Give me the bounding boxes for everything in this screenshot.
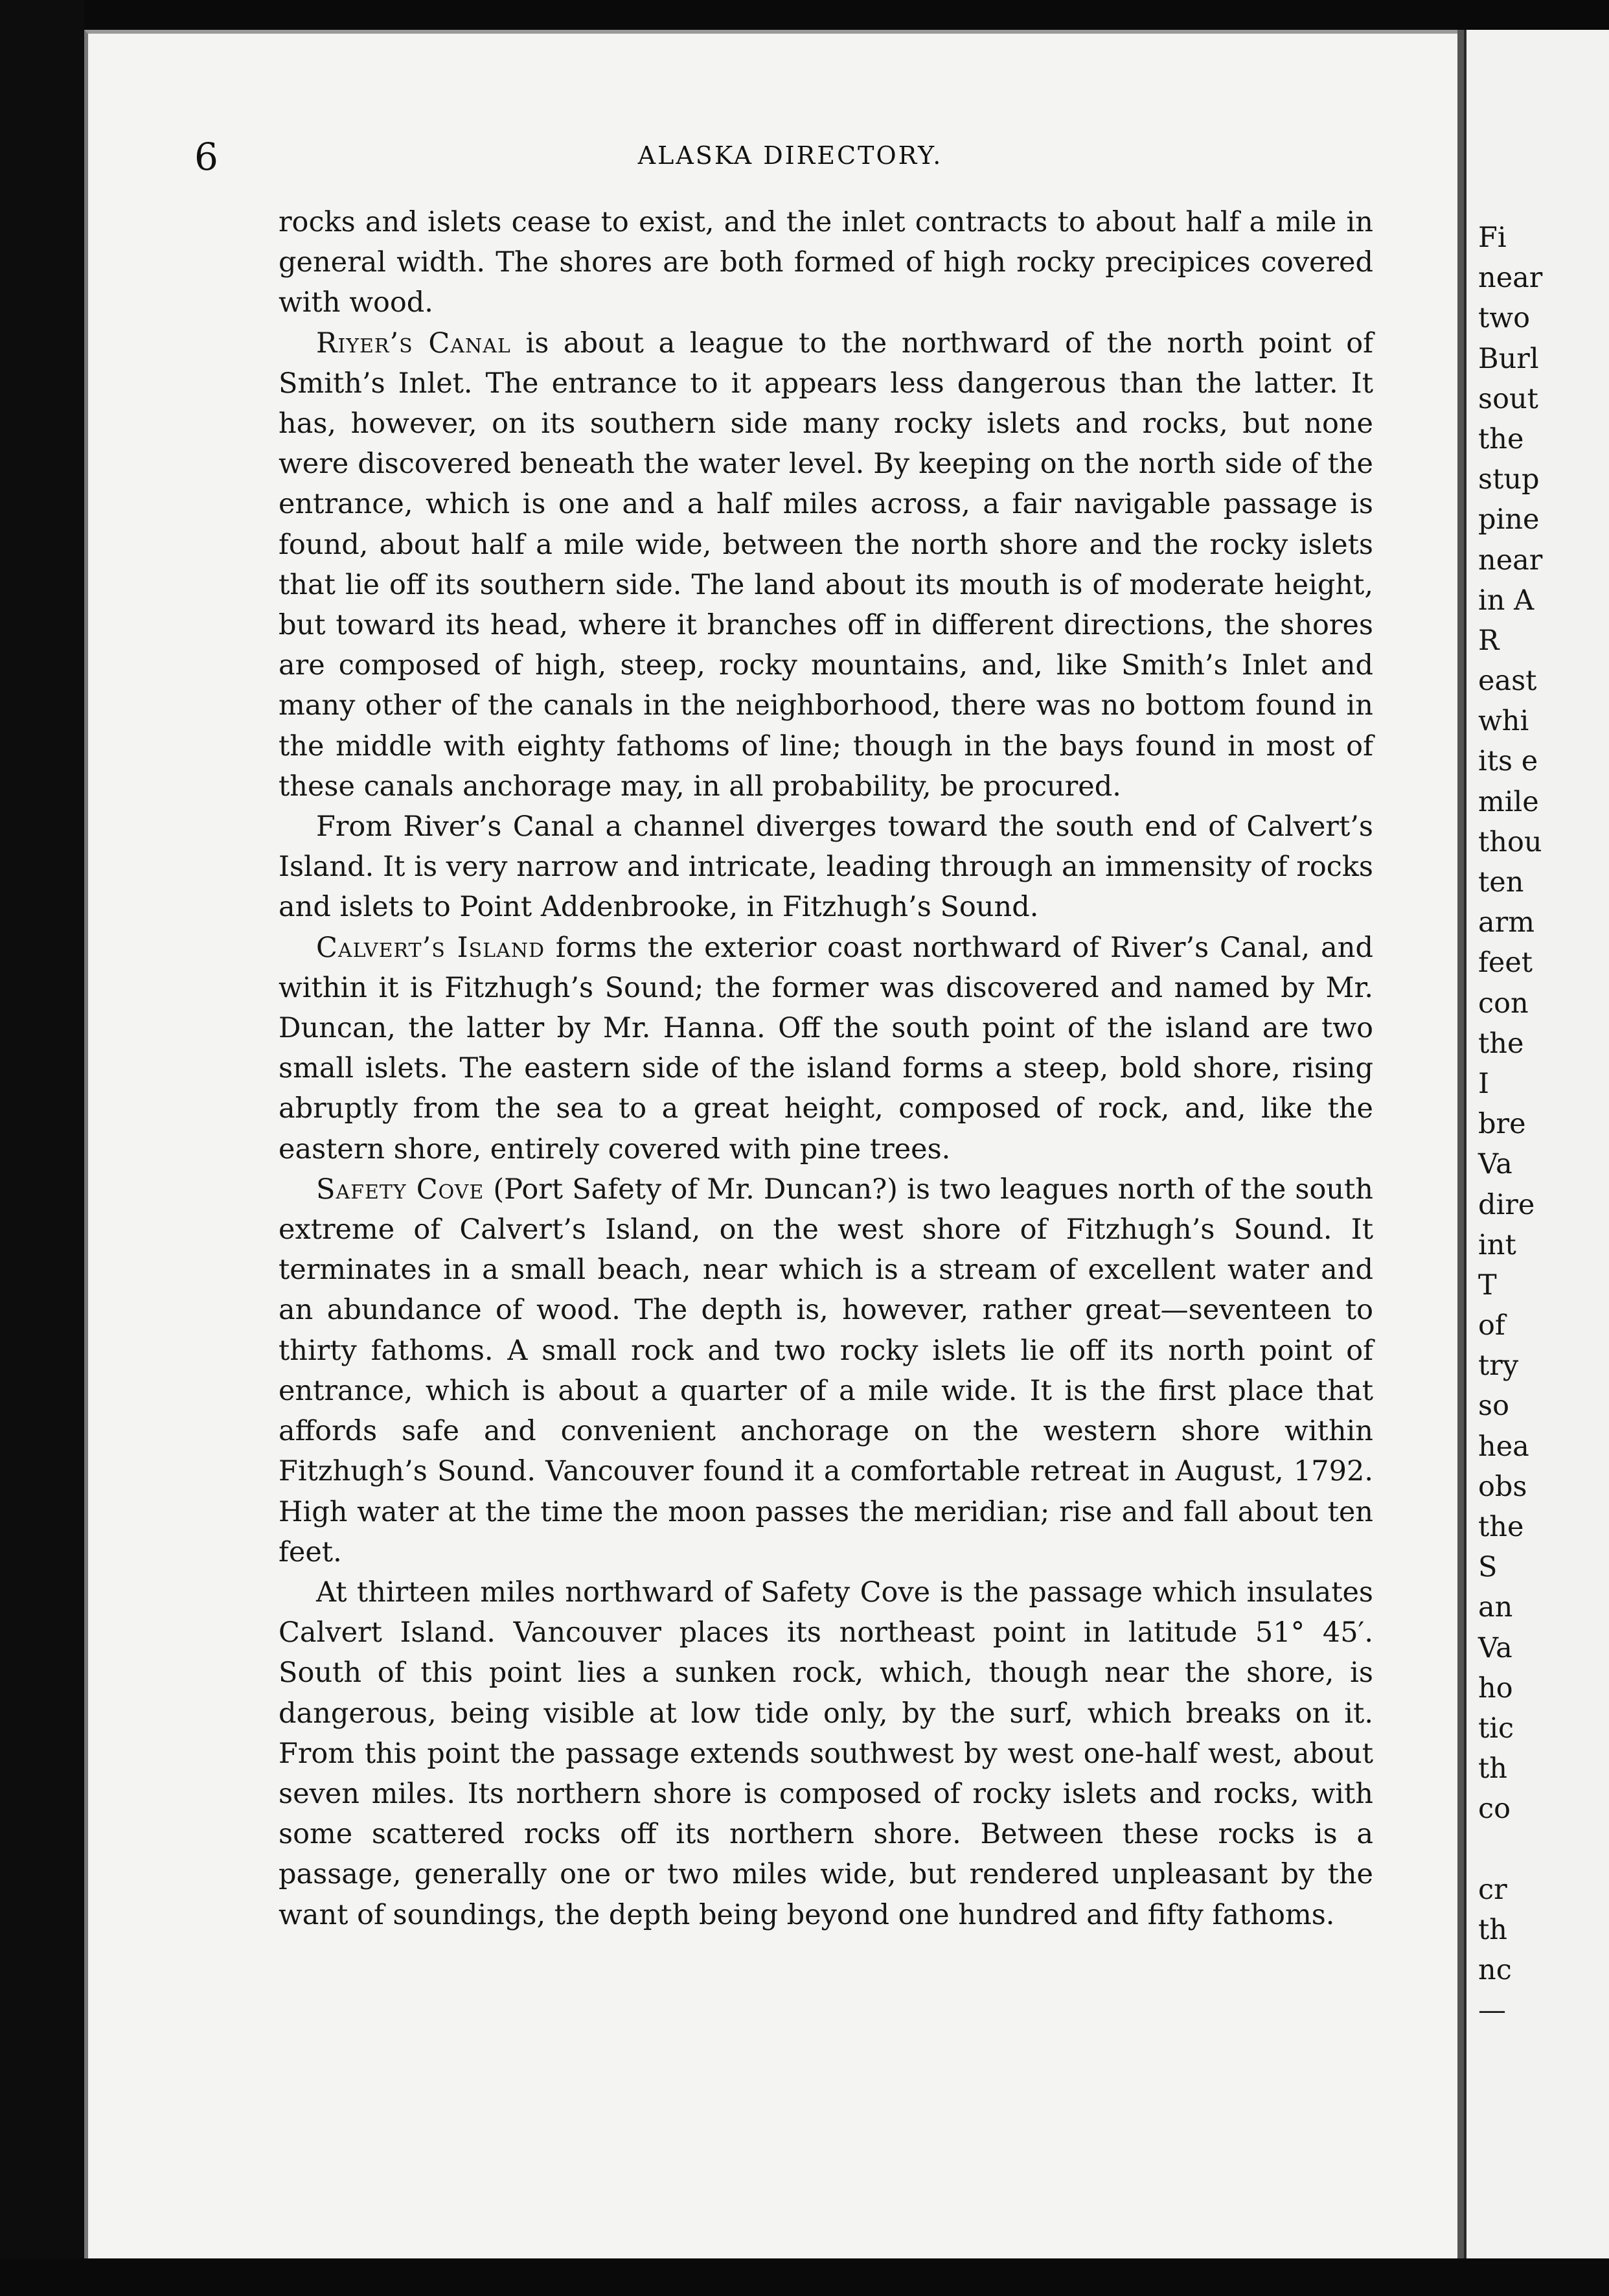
adjacent-line-fragment: arm bbox=[1478, 906, 1535, 939]
adjacent-line-fragment: of bbox=[1478, 1309, 1505, 1342]
adjacent-line-fragment: mile bbox=[1478, 785, 1539, 818]
adjacent-line-fragment: near bbox=[1478, 544, 1543, 577]
scan-border-left bbox=[0, 0, 84, 2296]
adjacent-line-fragment: stup bbox=[1478, 463, 1540, 496]
adjacent-line-fragment bbox=[1478, 1830, 1609, 1870]
adjacent-line-fragment: ten bbox=[1478, 866, 1524, 899]
scan-border-bottom bbox=[0, 2258, 1609, 2296]
page-header bbox=[194, 135, 1386, 187]
adjacent-line-fragment: whi bbox=[1478, 705, 1529, 738]
adjacent-line-fragment: con bbox=[1478, 987, 1529, 1020]
paragraph bbox=[279, 1169, 1373, 1572]
adjacent-line-fragment: Va bbox=[1478, 1631, 1512, 1664]
adjacent-line-fragment: co bbox=[1478, 1793, 1511, 1826]
adjacent-line-fragment: R bbox=[1478, 624, 1500, 657]
adjacent-line-fragment: th bbox=[1478, 1752, 1507, 1785]
paragraph-text: At thirteen miles northward of Safety Cove is the passage which insulates Calvert Island. Vancouver places its northeast point in latitude 51° 45′. South of this point lies a sunken rock, which, though near the shore, is dangerous, being visible at low tide only, by the surf, which breaks on it. From this point the passage extends southwest by west one-half west, about seven miles. Its northern shore is composed of rocky islets and rocks, with some scattered rocks off its northern shore. Between these rocks is a passage, generally one or two miles wide, but rendered unpleasant by the want of soundings, the depth being beyond one hundred and fifty fathoms. bbox=[279, 1576, 1373, 1931]
paragraph bbox=[279, 1572, 1373, 1935]
adjacent-line-fragment: I bbox=[1478, 1067, 1489, 1100]
adjacent-line-fragment: in A bbox=[1478, 584, 1535, 617]
adjacent-page-text bbox=[1478, 218, 1609, 2030]
adjacent-line-fragment: Burl bbox=[1478, 342, 1539, 375]
scan-border-top bbox=[0, 0, 1609, 30]
adjacent-line-fragment: th bbox=[1478, 1913, 1507, 1946]
adjacent-line-fragment: near bbox=[1478, 262, 1543, 295]
body-text bbox=[279, 202, 1373, 1935]
adjacent-line-fragment: nc bbox=[1478, 1954, 1512, 1987]
adjacent-line-fragment: int bbox=[1478, 1228, 1516, 1261]
paragraph-text: forms the exterior coast northward of River’s Canal, and within it is Fitzhugh’s Sound; the former was discovered and named by Mr. Duncan, the latter by Mr. Hanna. Off the south point of the island are two small islets. The eastern side of the island forms a steep, bold shore, rising abruptly from the sea to a great height, composed of rock, and, like the eastern shore, entirely covered with pine trees. bbox=[279, 931, 1373, 1165]
adjacent-line-fragment: tic bbox=[1478, 1712, 1514, 1745]
adjacent-line-fragment: so bbox=[1478, 1390, 1509, 1423]
paragraph-text: (Port Safety of Mr. Duncan?) is two leagues north of the south extreme of Calvert’s Island, on the west shore of Fitzhugh’s Sound. It terminates in a small beach, near which is a stream of excellent water and an abundance of wood. The depth is, however, rather great—seventeen to thirty fathoms. A small rock and two rocky islets lie off its north point of entrance, which is about a quarter of a mile wide. It is the first place that affords safe and convenient anchorage on the western shore within Fitzhugh’s Sound. Vancouver found it a comfortable retreat in August, 1792. High water at the time the moon passes the meridian; rise and fall about ten feet. bbox=[279, 1173, 1374, 1568]
adjacent-line-fragment: the bbox=[1478, 1511, 1524, 1543]
adjacent-line-fragment: S bbox=[1478, 1551, 1498, 1584]
adjacent-line-fragment: bre bbox=[1478, 1108, 1526, 1141]
paragraph-heading: Calvert’s Island bbox=[316, 931, 545, 964]
adjacent-line-fragment: hea bbox=[1478, 1430, 1529, 1463]
adjacent-page bbox=[1464, 30, 1609, 2258]
adjacent-line-fragment: an bbox=[1478, 1591, 1513, 1624]
adjacent-line-fragment: ho bbox=[1478, 1671, 1513, 1705]
adjacent-line-fragment: try bbox=[1478, 1349, 1519, 1383]
paragraph bbox=[279, 202, 1373, 323]
paragraph bbox=[279, 807, 1373, 928]
paragraph-heading: Riyer’s Canal bbox=[316, 327, 511, 360]
paragraph bbox=[279, 928, 1373, 1169]
adjacent-line-fragment: the bbox=[1478, 1027, 1524, 1060]
adjacent-line-fragment: east bbox=[1478, 665, 1537, 698]
adjacent-line-fragment: Va bbox=[1478, 1148, 1512, 1181]
adjacent-line-fragment: dire bbox=[1478, 1188, 1535, 1221]
adjacent-line-fragment: Fi bbox=[1478, 222, 1507, 254]
adjacent-line-fragment: — bbox=[1478, 1994, 1506, 2027]
adjacent-line-fragment: two bbox=[1478, 302, 1530, 335]
adjacent-line-fragment: obs bbox=[1478, 1470, 1527, 1503]
adjacent-line-fragment: cr bbox=[1478, 1873, 1507, 1906]
adjacent-line-fragment: its e bbox=[1478, 745, 1538, 778]
adjacent-line-fragment: the bbox=[1478, 422, 1524, 455]
adjacent-line-fragment: thou bbox=[1478, 825, 1542, 858]
running-head: ALASKA DIRECTORY. bbox=[637, 141, 943, 170]
adjacent-line-fragment: pine bbox=[1478, 503, 1540, 536]
adjacent-line-fragment: T bbox=[1478, 1269, 1497, 1302]
paragraph-heading: Safety Cove bbox=[316, 1173, 485, 1206]
paragraph bbox=[279, 323, 1373, 807]
page-number: 6 bbox=[194, 135, 218, 179]
adjacent-line-fragment: sout bbox=[1478, 382, 1538, 415]
paragraph-text: From River’s Canal a channel diverges toward the south end of Calvert’s Island. It is very narrow and intricate, leading through an immensity of rocks and islets to Point Addenbrooke, in Fitzhugh’s Sound. bbox=[279, 810, 1373, 924]
adjacent-line-fragment: feet bbox=[1478, 947, 1533, 980]
paragraph-text: rocks and islets cease to exist, and the inlet contracts to about half a mile in general width. The shores are both formed of high rocky precipices covered with wood. bbox=[279, 206, 1373, 319]
paragraph-text: is about a league to the northward of the north point of Smith’s Inlet. The entrance to it appears less dangerous than the latter. It has, however, on its southern side many rocky islets and rocks, but none were discovered beneath the water level. By keeping on the north side of the entrance, which is one and a half miles across, a fair navigable passage is found, about half a mile wide, between the north shore and the rocky islets that lie off its southern side. The land about its mouth is of moderate height, but toward its head, where it branches off in different directions, the shores are composed of high, steep, rocky mountains, and, like Smith’s Inlet and many other of the canals in the neighborhood, there was no bottom found in the middle with eighty fathoms of line; though in the bays found in most of these canals anchorage may, in all probability, be procured. bbox=[279, 327, 1373, 803]
